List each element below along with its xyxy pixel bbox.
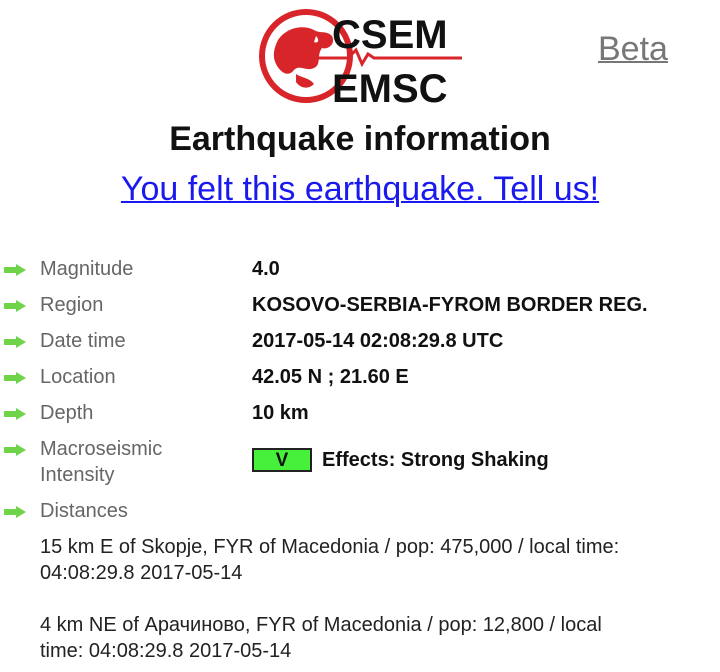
info-label: Location [40,366,116,388]
distance-line: 04:08:29.8 2017-05-14 [40,562,243,584]
info-label: Depth [40,402,94,424]
info-label: Distances [40,500,128,522]
arrow-right-icon [4,408,26,420]
info-label-line2: Intensity [40,464,115,486]
distance-item [40,612,700,664]
distance-line: 15 km E of Skopje, FYR of Macedonia / pop: 475,000 / local time: [40,536,620,558]
arrow-right-icon [4,264,26,276]
beta-link[interactable]: Beta [598,30,668,68]
distance-item [40,534,700,586]
page-title: Earthquake information [169,120,551,158]
info-label: Region [40,294,104,316]
info-value: 10 km [252,402,309,424]
arrow-right-icon [4,336,26,348]
arrow-right-icon [4,506,26,518]
distance-line: 4 km NE of Арачиново, FYR of Macedonia / pop: 12,800 / local [40,614,602,636]
info-label-line1: Macroseismic [40,438,163,460]
logo-text-top: CSEM [332,13,448,57]
info-value: 2017-05-14 02:08:29.8 UTC [252,330,504,352]
distance-line: time: 04:08:29.8 2017-05-14 [40,640,292,662]
logo[interactable] [256,6,468,110]
info-value: 42.05 N ; 21.60 E [252,366,409,388]
info-value: KOSOVO-SERBIA-FYROM BORDER REG. [252,294,648,316]
info-label: Magnitude [40,258,134,280]
arrow-right-icon [4,300,26,312]
info-value: 4.0 [252,258,280,280]
arrow-right-icon [4,372,26,384]
logo-text-bottom: EMSC [332,67,448,110]
intensity-effects: Effects: Strong Shaking [322,449,549,471]
felt-report-link[interactable]: You felt this earthquake. Tell us! [120,170,600,208]
info-label: Date time [40,330,126,352]
globe-icon [256,6,468,110]
intensity-badge: V [252,448,312,472]
